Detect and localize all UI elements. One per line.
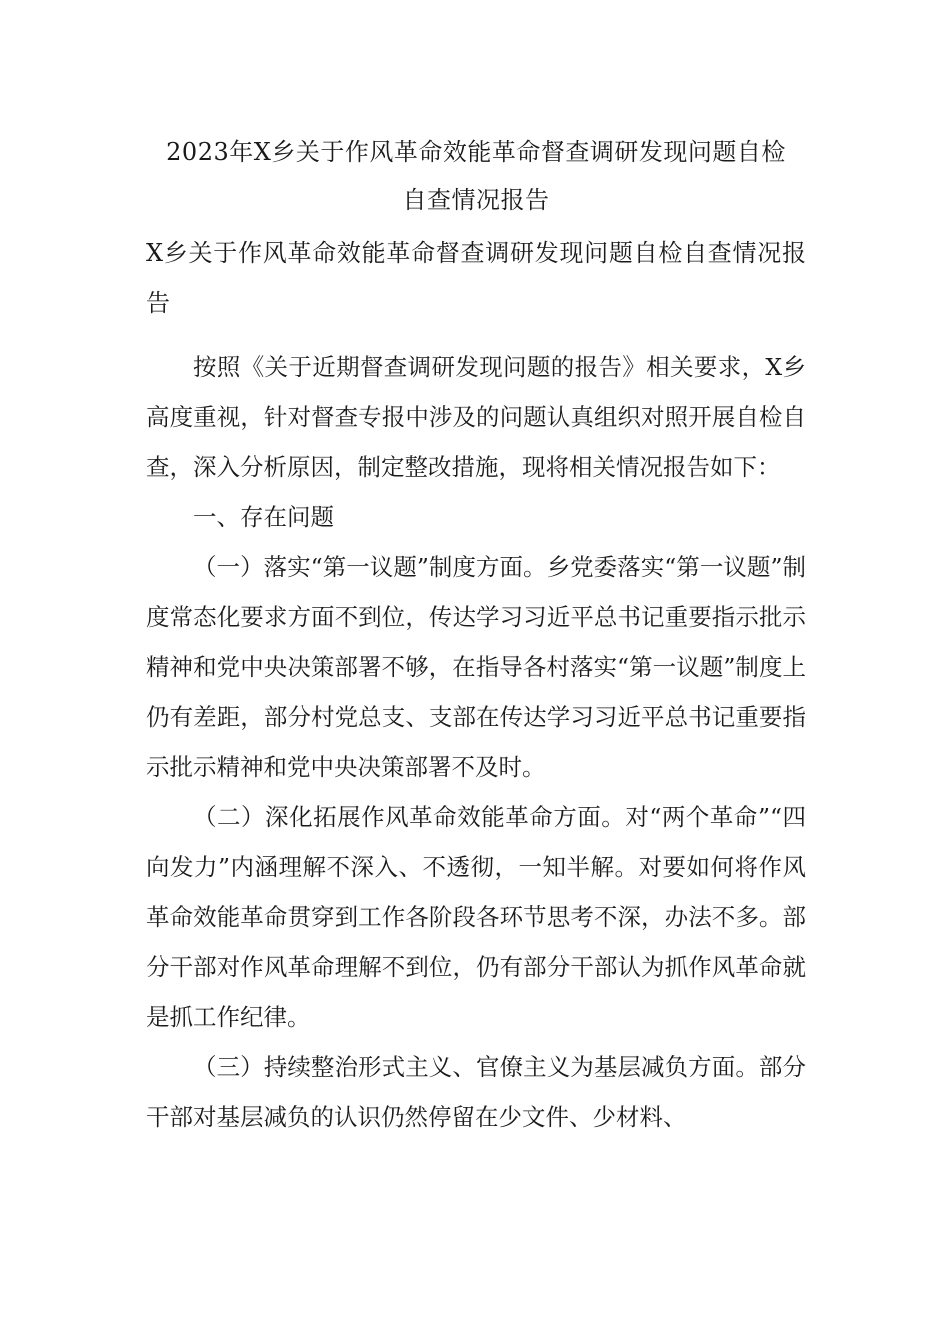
document-title <box>146 128 806 224</box>
title-line-2: 自查情况报告 <box>402 186 550 214</box>
intro-paragraph: 按照《关于近期督查调研发现问题的报告》相关要求，X乡高度重视，针对督查专报中涉及的问题认真组织对照开展自检自查，深入分析原因，制定整改措施，现将相关情况报告如下： <box>146 353 806 481</box>
title-line-1: 2023年X乡关于作风革命效能革命督查调研发现问题自检 <box>166 138 786 166</box>
document-subtitle: X乡关于作风革命效能革命督查调研发现问题自检自查情况报告 <box>146 239 806 317</box>
document-page <box>146 128 806 1142</box>
problem-item-2: （二）深化拓展作风革命效能革命方面。对“两个革命”“四向发力”内涵理解不深入、不透彻，一知半解。对要如何将作风革命效能革命贯穿到工作各阶段各环节思考不深，办法不多。部分干部对作风革命理解不到位，仍有部分干部认为抓作风革命就是抓工作纪律。 <box>146 803 806 1031</box>
problem-item-3: （三）持续整治形式主义、官僚主义为基层减负方面。部分干部对基层减负的认识仍然停留在少文件、少材料、 <box>146 1053 806 1131</box>
section-heading-problems: 一、存在问题 <box>193 503 334 531</box>
problem-item-1: （一）落实“第一议题”制度方面。乡党委落实“第一议题”制度常态化要求方面不到位，传达学习习近平总书记重要指示批示精神和党中央决策部署不够，在指导各村落实“第一议题”制度上仍有差距，部分村党总支、支部在传达学习习近平总书记重要指示批示精神和党中央决策部署不及时。 <box>146 553 806 781</box>
